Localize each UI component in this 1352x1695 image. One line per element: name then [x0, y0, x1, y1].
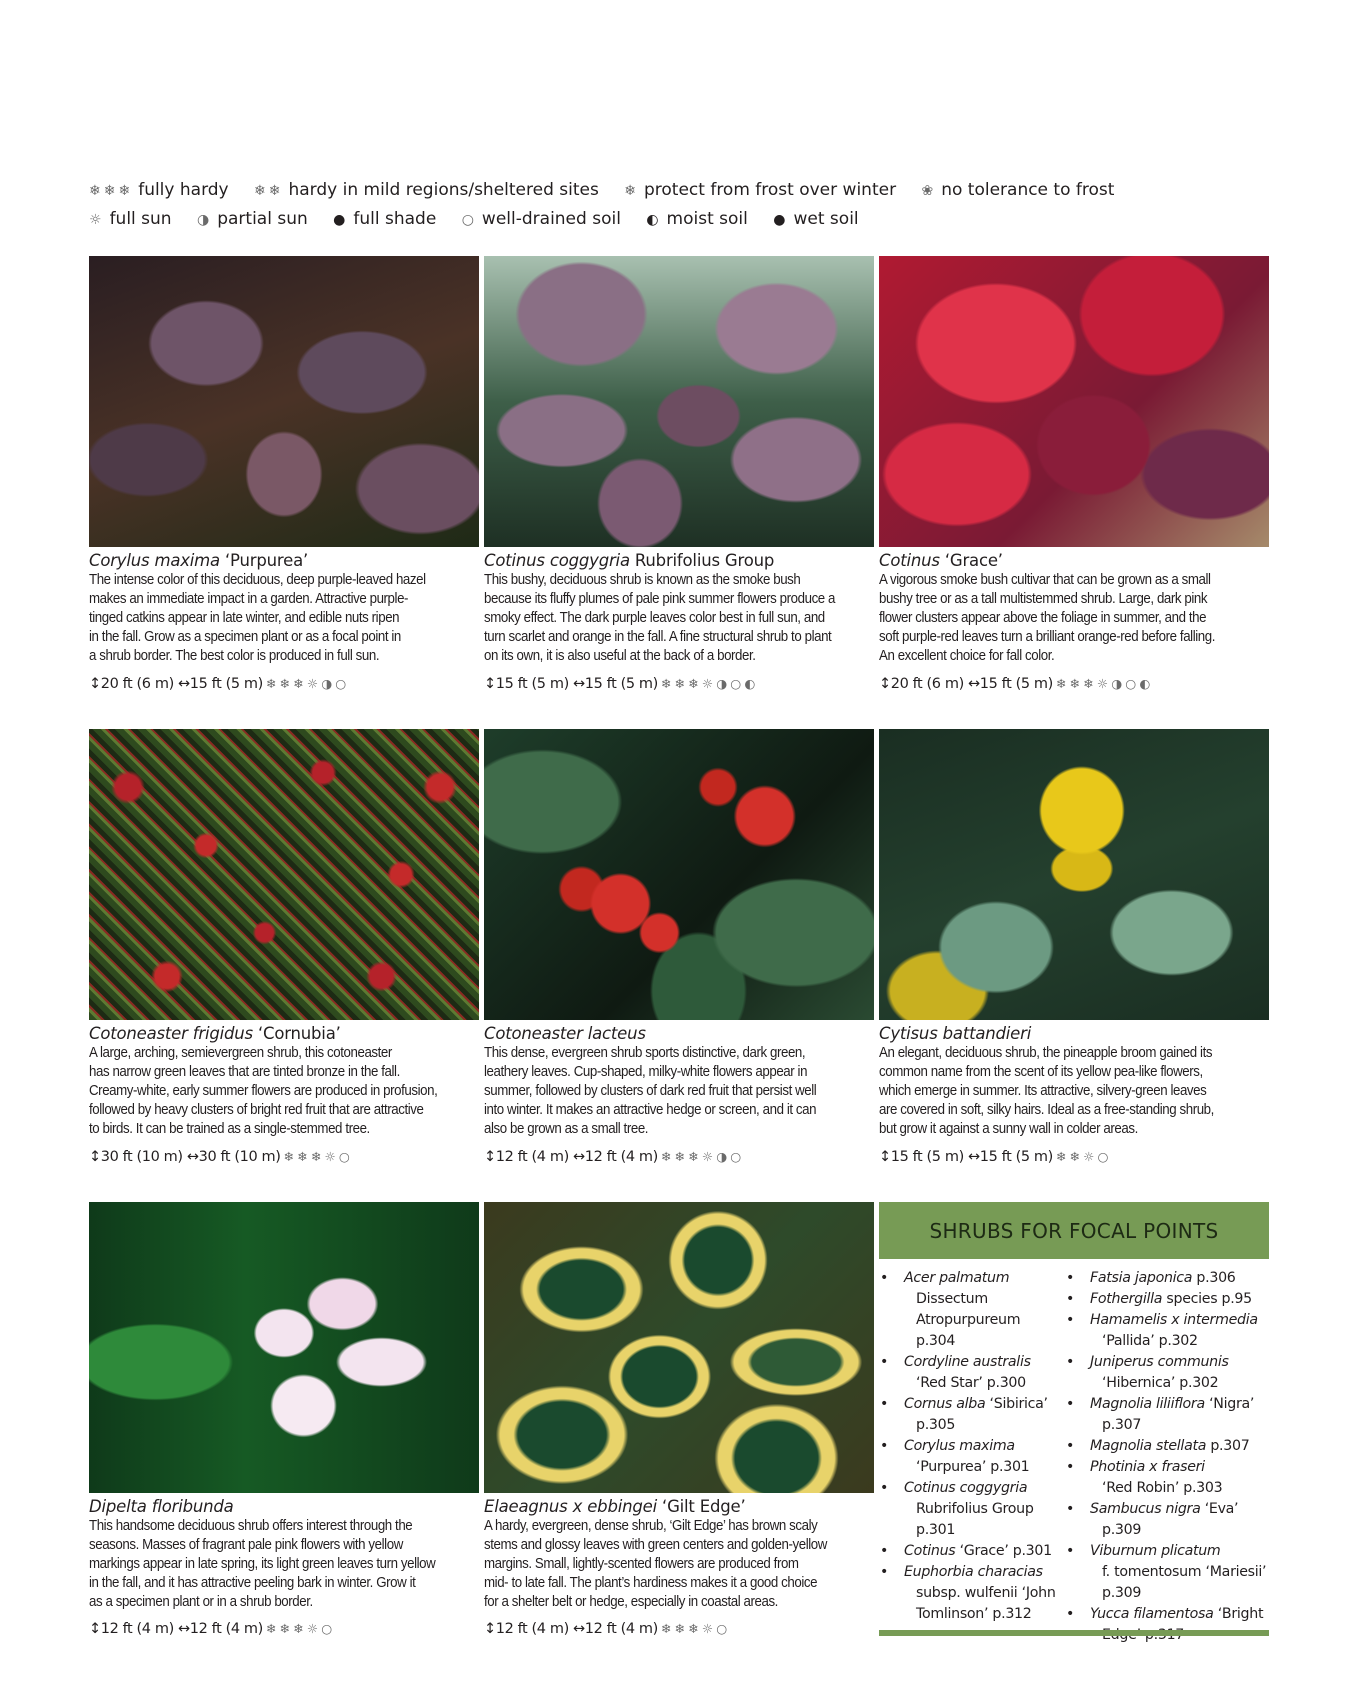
focal-list-item: • Cordyline australis ‘Red Star’ p.300 [890, 1352, 1080, 1394]
spread-arrow-icon: ↔ [968, 676, 980, 692]
hardiness-conditions-icons: ❄ ❄ ❄ ☼ ○ [660, 1621, 727, 1636]
spread-arrow-icon: ↔ [186, 1149, 199, 1165]
snowflake-triple-icon: ❄❄❄ [89, 183, 134, 199]
legend-label: wet soil [793, 209, 859, 229]
plant-name: Cotinus ‘Grace’ [879, 551, 1003, 570]
focal-list-item: • Photinia x fraseri ‘Red Robin’ p.303 [1076, 1457, 1276, 1499]
legend-label: protect from frost over winter [643, 180, 897, 200]
legend-label: full shade [353, 209, 437, 229]
plant-card-elaeagnus-ebbingei [484, 1202, 874, 1612]
legend-label: partial sun [217, 209, 308, 229]
focal-list-item: • Cotinus ‘Grace’ p.301 [890, 1541, 1080, 1562]
plant-card-cotoneaster-frigidus [89, 729, 479, 1139]
legend-wet-soil [773, 209, 858, 229]
plant-description: This bushy, deciduous shrub is known as the smoke bush because its fluffy plumes of pale pink summer flowers produce a smoky effect. The dark purple leaves color best in full sun, and turn scarlet and orange in the fall. A fine structural shrub to plant on its own, it is also useful at the back of a border. [484, 572, 836, 664]
height-arrow-icon: ↕ [89, 1621, 101, 1637]
spread-arrow-icon: ↔ [968, 1149, 980, 1165]
plant-dimensions: ↕12 ft (4 m) ↔12 ft (4 m) ❄ ❄ ❄ ☼ ◑ ○ [484, 1149, 741, 1165]
hardiness-conditions-icons: ❄ ❄ ❄ ☼ ◑ ○ ◐ [660, 676, 755, 691]
legend-full-sun [89, 209, 172, 229]
focal-list-item: • Yucca filamentosa ‘Bright [1076, 1604, 1276, 1646]
no-frost-icon: ❀ [921, 183, 937, 199]
well-drained-soil-icon: ○ [461, 212, 477, 228]
snowflake-double-icon: ❄❄ [254, 183, 284, 199]
partial-sun-icon: ◑ [196, 212, 213, 228]
legend-no-frost [921, 180, 1114, 200]
legend-label: well-drained soil [481, 209, 621, 229]
focal-list-item: • Magnolia liliiflora ‘Nigra’ p.307 [1076, 1394, 1276, 1436]
legend-well-drained [462, 209, 621, 229]
plant-name: Cotoneaster lacteus [484, 1024, 646, 1043]
focal-list-left [890, 1268, 1080, 1625]
height-arrow-icon: ↕ [879, 1149, 891, 1165]
snowflake-single-icon: ❄ [624, 183, 639, 199]
plant-name: Elaeagnus x ebbingei ‘Gilt Edge’ [484, 1497, 746, 1516]
spread-arrow-icon: ↔ [178, 1621, 190, 1637]
plant-name: Cotoneaster frigidus ‘Cornubia’ [89, 1024, 341, 1043]
plant-description: This dense, evergreen shrub sports distinctive, dark green, leathery leaves. Cup-shaped, milky-white flowers appear in summer, followed by clusters of dark red fruit that persist well into winter. It makes an attractive hedge or screen, and it can also be grown as a small tree. [484, 1045, 817, 1137]
spread-arrow-icon: ↔ [573, 676, 585, 692]
plant-dimensions: ↕15 ft (5 m) ↔15 ft (5 m) ❄ ❄ ☼ ○ [879, 1149, 1109, 1165]
plant-card-cotoneaster-lacteus [484, 729, 874, 1139]
legend-hardy-mild [254, 180, 599, 200]
plant-description: An elegant, deciduous shrub, the pineapple broom gained its common name from the scent of its yellow pea-like flowers, which emerge in summer. Its attractive, silvery-green leaves are covered in soft, silky hairs. Ideal as a free-standing shrub, but grow it against a sunny wall in colder areas. [879, 1045, 1214, 1137]
focal-points-title: SHRUBS FOR FOCAL POINTS [929, 1218, 1219, 1243]
hardiness-conditions-icons: ❄ ❄ ☼ ○ [1055, 1149, 1109, 1164]
plant-dimensions: ↕30 ft (10 m) ↔30 ft (10 m) ❄ ❄ ❄ ☼ ○ [89, 1149, 350, 1165]
moist-soil-icon: ◐ [646, 212, 662, 228]
focal-points-bottom-rule [879, 1630, 1269, 1636]
plant-name: Corylus maxima ‘Purpurea’ [89, 551, 309, 570]
focal-list-item: • Magnolia stellata p.307 [1076, 1436, 1276, 1457]
plant-photo [89, 1202, 479, 1493]
hardiness-conditions-icons: ❄ ❄ ❄ ☼ ◑ ○ [265, 676, 346, 691]
plant-description: A large, arching, semievergreen shrub, this cotoneaster has narrow green leaves that are tinted bronze in the fall. Creamy-white, early summer flowers are produced in profusion, followed by heavy clusters of bright red fruit that are attractive to birds. It can be trained as a single-stemmed tree. [89, 1045, 438, 1137]
full-sun-icon: ☼ [89, 212, 105, 228]
legend-moist-soil [646, 209, 748, 229]
focal-list-item: • Fothergilla species p.95 [1076, 1289, 1276, 1310]
plant-card-cytisus-battandieri [879, 729, 1269, 1139]
wet-soil-icon: ● [773, 212, 789, 228]
plant-card-dipelta-floribunda [89, 1202, 479, 1612]
plant-dimensions: ↕12 ft (4 m) ↔12 ft (4 m) ❄ ❄ ❄ ☼ ○ [484, 1621, 727, 1637]
plant-name: Dipelta floribunda [89, 1497, 234, 1516]
legend-label: full sun [109, 209, 172, 229]
legend-fully-hardy [89, 180, 229, 200]
conditions-legend [89, 209, 879, 229]
focal-list-item: • Sambucus nigra ‘Eva’ p.309 [1076, 1499, 1276, 1541]
plant-photo [879, 256, 1269, 547]
plant-dimensions: ↕15 ft (5 m) ↔15 ft (5 m) ❄ ❄ ❄ ☼ ◑ ○ ◐ [484, 676, 755, 692]
hardiness-conditions-icons: ❄ ❄ ❄ ☼ ◑ ○ [660, 1149, 741, 1164]
legend-partial-sun [197, 209, 308, 229]
spread-arrow-icon: ↔ [178, 676, 190, 692]
spread-arrow-icon: ↔ [573, 1621, 585, 1637]
focal-list-item: • Corylus maxima ‘Purpurea’ p.301 [890, 1436, 1080, 1478]
height-arrow-icon: ↕ [89, 676, 101, 692]
focal-list-item: • Cornus alba ‘Sibirica’ p.305 [890, 1394, 1080, 1436]
focal-list-item: • Cotinus coggygria Rubrifolius Group p.301 [890, 1478, 1080, 1541]
plant-photo [89, 256, 479, 547]
hardiness-legend [89, 180, 1134, 200]
legend-label: hardy in mild regions/sheltered sites [288, 180, 599, 200]
plant-name: Cotinus coggygria Rubrifolius Group [484, 551, 775, 570]
plant-photo [484, 256, 874, 547]
hardiness-conditions-icons: ❄ ❄ ❄ ☼ ○ [265, 1621, 332, 1636]
legend-protect-frost [624, 180, 896, 200]
plant-dimensions: ↕12 ft (4 m) ↔12 ft (4 m) ❄ ❄ ❄ ☼ ○ [89, 1621, 332, 1637]
plant-dimensions: ↕20 ft (6 m) ↔15 ft (5 m) ❄ ❄ ❄ ☼ ◑ ○ [89, 676, 346, 692]
focal-list-item: • Acer palmatum Dissectum Atropurpureum p.304 [890, 1268, 1080, 1352]
spread-arrow-icon: ↔ [573, 1149, 585, 1165]
focal-points-header [879, 1202, 1269, 1259]
focal-list-item: • Juniperus communis ‘Hibernica’ p.302 [1076, 1352, 1276, 1394]
focal-list-item: • Viburnum plicatum f. tomentosum ‘Mariesii’ p.309 [1076, 1541, 1276, 1604]
plant-description: A vigorous smoke bush cultivar that can be grown as a small bushy tree or as a tall multistemmed shrub. Large, dark pink flower clusters appear above the foliage in summer, and the soft purple-red leaves turn a brilliant orange-red before falling. An excellent choice for fall color. [879, 572, 1216, 664]
hardiness-conditions-icons: ❄ ❄ ❄ ☼ ○ [283, 1149, 350, 1164]
focal-list-item: • Hamamelis x intermedia ‘Pallida’ p.302 [1076, 1310, 1276, 1352]
legend-label: moist soil [666, 209, 748, 229]
legend-label: fully hardy [138, 180, 229, 200]
plant-dimensions: ↕20 ft (6 m) ↔15 ft (5 m) ❄ ❄ ❄ ☼ ◑ ○ ◐ [879, 676, 1150, 692]
plant-card-cotinus-grace [879, 256, 1269, 666]
plant-photo [879, 729, 1269, 1020]
legend-full-shade [333, 209, 436, 229]
focal-list-right [1076, 1268, 1276, 1646]
height-arrow-icon: ↕ [484, 676, 496, 692]
plant-card-cotinus-coggygria [484, 256, 874, 666]
hardiness-conditions-icons: ❄ ❄ ❄ ☼ ◑ ○ ◐ [1055, 676, 1150, 691]
height-arrow-icon: ↕ [484, 1621, 496, 1637]
plant-description: This handsome deciduous shrub offers interest through the seasons. Masses of fragrant pale pink flowers with yellow markings appear in late spring, its light green leaves turn yellow in the fall, and it has attractive peeling bark in winter. Grow it as a specimen plant or in a shrub border. [89, 1518, 436, 1610]
focal-list-item: • Euphorbia characias subsp. wulfenii ‘John Tomlinson’ p.312 [890, 1562, 1080, 1625]
plant-description: A hardy, evergreen, dense shrub, ‘Gilt Edge’ has brown scaly stems and glossy leaves with green centers and golden-yellow margins. Small, lightly-scented flowers are produced from mid- to late fall. The plant’s hardiness makes it a good choice for a shelter belt or hedge, especially in coastal areas. [484, 1518, 827, 1610]
full-shade-icon: ● [333, 212, 349, 228]
plant-card-corylus-maxima [89, 256, 479, 666]
plant-photo [484, 1202, 874, 1493]
height-arrow-icon: ↕ [484, 1149, 496, 1165]
plant-name: Cytisus battandieri [879, 1024, 1032, 1043]
height-arrow-icon: ↕ [89, 1149, 101, 1165]
legend-label: no tolerance to frost [941, 180, 1115, 200]
plant-photo [484, 729, 874, 1020]
plant-photo [89, 729, 479, 1020]
height-arrow-icon: ↕ [879, 676, 891, 692]
focal-list-item: • Fatsia japonica p.306 [1076, 1268, 1276, 1289]
plant-description: The intense color of this deciduous, deep purple-leaved hazel makes an immediate impact in a garden. Attractive purple- tinged catkins appear in late winter, and edible nuts ripen in the fall. Grow as a specimen plant or as a focal point in a shrub border. The best color is produced in full sun. [89, 572, 426, 664]
